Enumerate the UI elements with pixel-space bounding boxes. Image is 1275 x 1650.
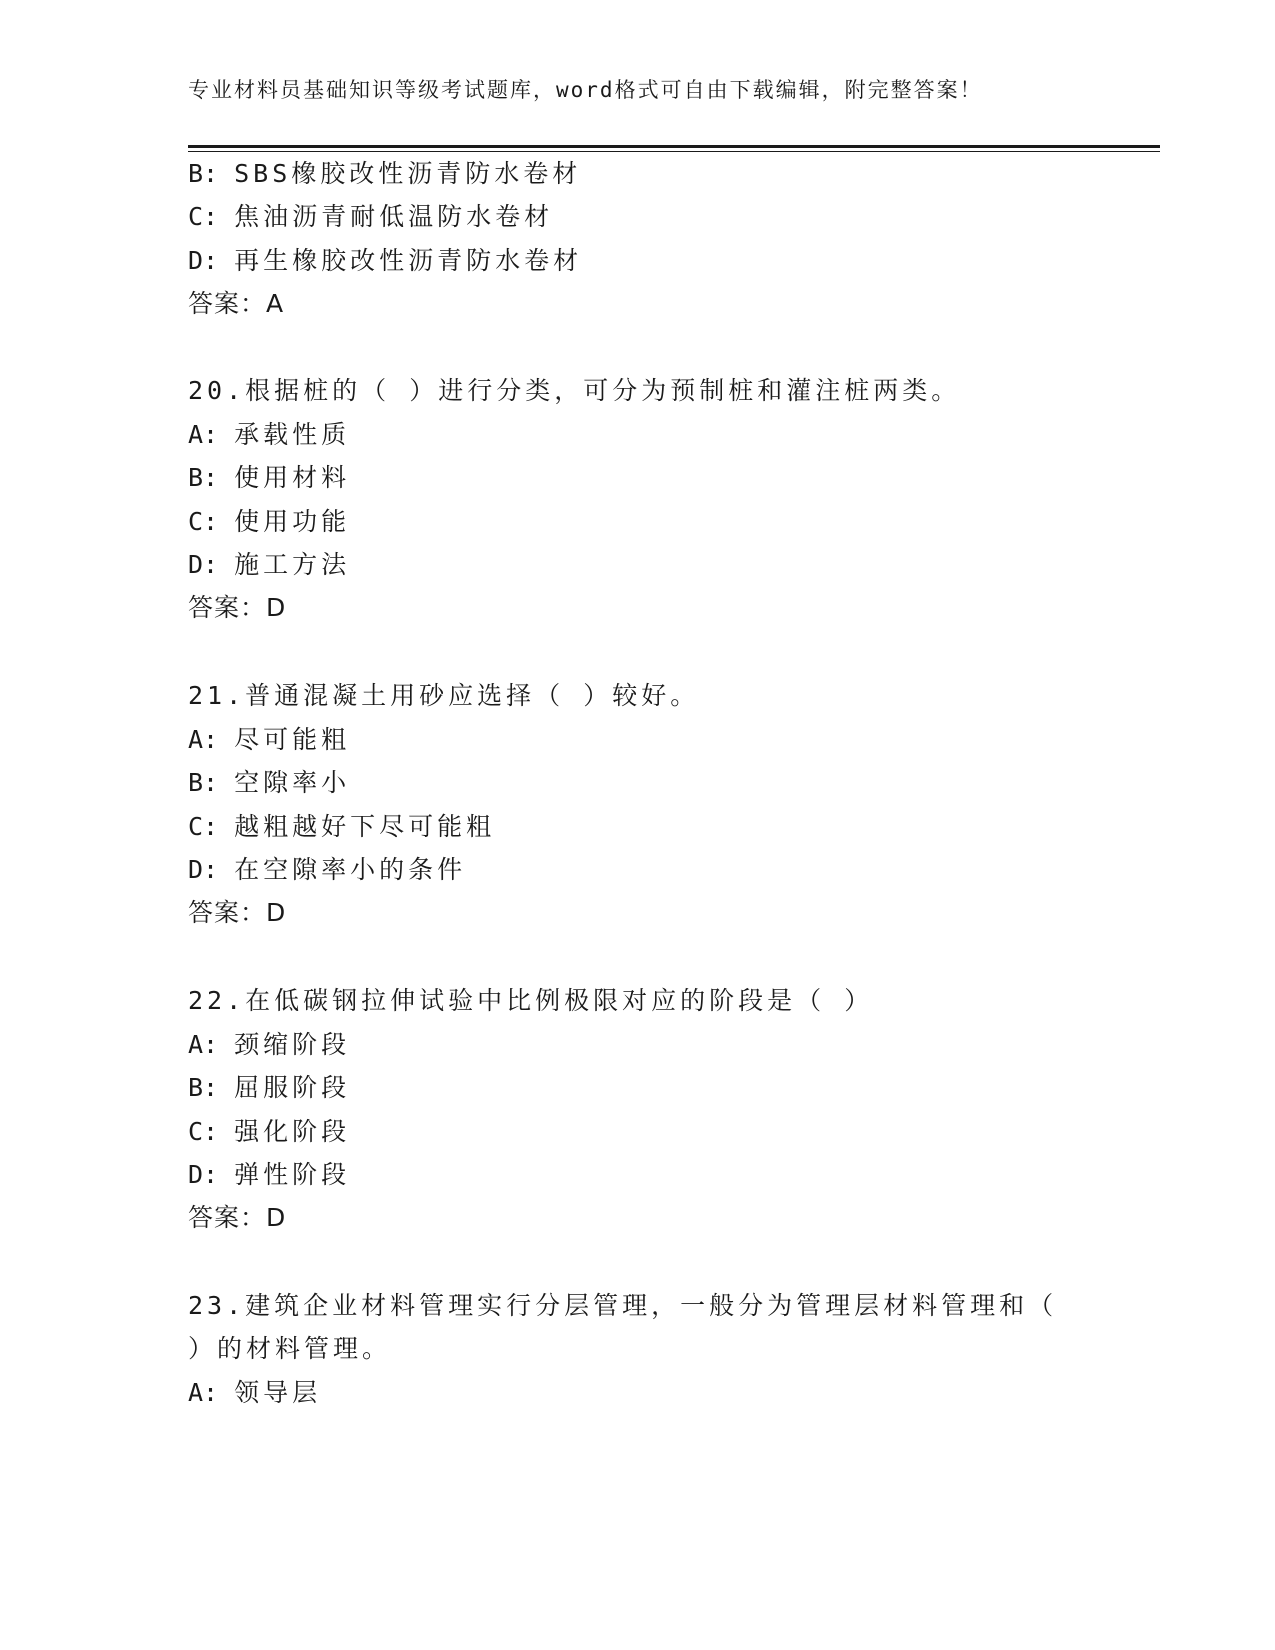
header-rule-thin [188,151,1160,152]
question-stem: 23.建筑企业材料管理实行分层管理，一般分为管理层材料管理和（ [188,1291,1058,1320]
option-c: C: 强化阶段 [188,1117,351,1146]
option-b: B: 空隙率小 [188,768,351,797]
answer: 答案：A [188,289,285,318]
option-c: C: 使用功能 [188,507,351,536]
option-c: C: 越粗越好下尽可能粗 [188,812,496,841]
option-a: A: 承载性质 [188,420,351,449]
option-b: B: 屈服阶段 [188,1073,351,1102]
option-a: A: 领导层 [188,1378,322,1407]
option-d: D: 施工方法 [188,550,351,579]
answer: 答案：D [188,593,287,622]
header-rule-thick [188,145,1160,148]
question-stem: 20.根据桩的（ ）进行分类，可分为预制桩和灌注桩两类。 [188,376,961,405]
option-a: A: 颈缩阶段 [188,1030,351,1059]
question-stem: 21.普通混凝土用砂应选择（ ）较好。 [188,681,700,710]
option-d: D: 在空隙率小的条件 [188,855,467,884]
question-stem-continued: ）的材料管理。 [188,1334,392,1363]
option-d: D: 再生橡胶改性沥青防水卷材 [188,246,583,275]
option-d: D: 弹性阶段 [188,1160,351,1189]
option-c: C: 焦油沥青耐低温防水卷材 [188,202,554,231]
answer: 答案：D [188,898,287,927]
page-header: 专业材料员基础知识等级考试题库，word格式可自由下载编辑，附完整答案！ [188,78,983,102]
option-b: B: SBS橡胶改性沥青防水卷材 [188,159,582,188]
option-a: A: 尽可能粗 [188,725,351,754]
question-stem: 22.在低碳钢拉伸试验中比例极限对应的阶段是（ ） [188,986,874,1015]
option-b: B: 使用材料 [188,463,351,492]
answer: 答案：D [188,1203,287,1232]
